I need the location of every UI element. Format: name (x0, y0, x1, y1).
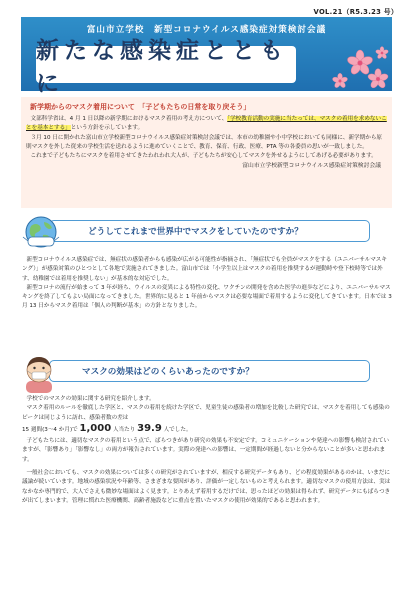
highlighted-policy: 「学校教育活動の実施に当たっては、マスクの着用を求めないことを基本とする」 (26, 116, 387, 132)
header-subtitle: 富山市立学校 新型コロナウイルス感染症対策検討会議 (86, 25, 327, 35)
section-2-paragraph-4: 子どもたちには、適切なマスクの着用という点で、ばらつきがあり研究の効果も不安定です。コミュニケーションや発達への影響も検討されていますが、「影響あり」「影響なし」の両方が報告されています。実際の発達への影響は、一定期間が経過しないと分からないことが多いと思われます。 (22, 438, 390, 463)
section-2-paragraph-2: マスク着用のルールを徹底した学区と、マスクの着用を続けた学区で、児童生徒の感染者の増加を比較した研究では、マスクを着用しても感染のピークは同じように訪れ、感染者数の差は (22, 405, 390, 421)
intro-box (21, 97, 392, 208)
intro-heading: 新学期からのマスク着用について 「子どもたちの日常を取り戻そう」 (30, 103, 251, 111)
section-heading-why-masks: どうしてこれまで世界中でマスクをしていたのですか？ (49, 220, 370, 242)
intro-paragraph-2: ３月 10 日に開かれた富山市立学校新型コロナウイルス感染症対策検討会議では、本市の幼稚園や小中学校においても同様に、新学期から原則マスクを外した従来の学校生活を送れるように進めていくことで、教育、保育、行政、医療、PTA 等の各委員の思いが一致しました。 (26, 134, 383, 150)
section-1-paragraph-2: 新型コロナの流行が始まって 3 年が経ち、ウイルスの変異による特性の変化、ワクチンの開発を含めた医学の進歩などにより、ユニバーサルマスキングを終了してもよい局面になってきました。世界的に見ると 1 年前からマスクは必要な場面で着用するように変化してきています。日本では 3 月 13 日からマスク着用は「個人の判断が基本」の方針となりました。 (22, 284, 392, 310)
child-mask-icon (20, 353, 58, 393)
section-2-paragraph-1: 学校でのマスクの効果に関する研究を紹介します。 (26, 396, 155, 402)
intro-signature: 富山市立学校新型コロナウイルス感染症対策検討会議 (242, 163, 381, 170)
section-heading-mask-effect: マスクの効果はどのくらいあったのですか？ (49, 360, 370, 382)
intro-paragraph-1: 文部科学省は、4 月 1 日以降の新学期におけるマスク着用の考え方について、「学校教育活動の実施に当たっては、マスクの着用を求めないことを基本とする」という方針を示しています。 (26, 116, 387, 132)
header-banner (21, 17, 392, 97)
section-2-paragraph-5: 一般社会においても、マスクの効果については多くの研究がされていますが、相反する研究データもあり、どの程度効果があるのかは、いまだに議論が続いています。地域の感染状況や年齢等、さまざまな要因があり、評価が一定しないものと考えられます。適切なマスクの使用方法は、実はなかなか専門的で、大人でさえも微妙な場面はよく見ます。とりあえず着用するだけでは、思ったほどの効果は得られず、研究データにもばらつきが出てしまいます。管理に慣れた医療機関、高齢者施設などに重点を置いたマスクの使用が効果的であると思われます。 (22, 470, 391, 504)
page-title: 新たな感染症とともに (36, 46, 296, 83)
intro-paragraph-3: これまで子どもたちにマスクを着用させてきたわれわれ大人が、子どもたちが安心してマスクを外せるようにしてあげる必要があります。 (30, 153, 377, 160)
section-2-result: 15 週間(3～4 か月)で 1,000 人当たり 39.9 人でした。 (22, 422, 192, 434)
section-2-body (22, 395, 392, 506)
globe-icon (22, 213, 60, 251)
cherry-blossom-icon (300, 41, 392, 91)
section-1-paragraph-1: 新型コロナウイルス感染症では、無症状の感染者からも感染が広がる可能性が指摘され、「無症状でも全員がマスクをする（ユニバーサルマスキング）」が感染対策のひとつとして各地で実施されてきました。富山市では「小学生以上はマスクの着用を推奨するが運動時や登下校時等では外す、幼稚園では着用を推奨しない」が基本的な対応でした。 (22, 257, 387, 282)
case-difference-figure: 39.9 (137, 422, 162, 434)
section-1-body (22, 256, 392, 312)
population-figure: 1,000 (79, 422, 112, 434)
volume-number: VOL.21（R5.3.23 号） (313, 8, 398, 16)
